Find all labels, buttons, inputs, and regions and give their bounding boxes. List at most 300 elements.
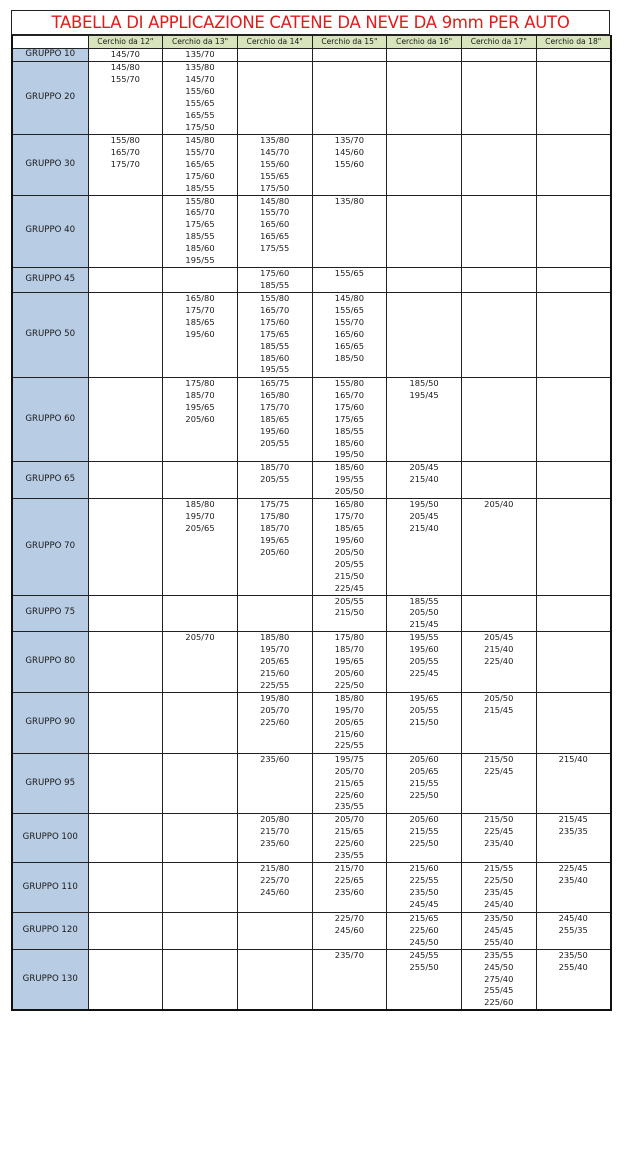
- table-row: [12, 49, 611, 62]
- tire-size: 145/80: [334, 292, 364, 303]
- tire-size: 225/45: [484, 826, 514, 837]
- tire-size: 205/50: [334, 486, 364, 497]
- tire-size: 235/55: [334, 850, 364, 861]
- tire-size-cell: [387, 135, 462, 196]
- table-row: [12, 292, 611, 377]
- tire-size-cell: [312, 912, 387, 949]
- tire-size: 145/70: [185, 73, 215, 84]
- tire-size: 165/65: [185, 158, 215, 169]
- tire-size: 195/55: [260, 364, 290, 375]
- tire-size: 155/70: [110, 73, 140, 84]
- tire-size-cell: [536, 632, 611, 693]
- tire-size: 215/60: [409, 862, 439, 873]
- tire-size: 205/60: [334, 668, 364, 678]
- group-label: GRUPPO 100: [12, 814, 88, 863]
- group-label: GRUPPO 30: [12, 135, 88, 196]
- tire-size-cell: [536, 912, 611, 949]
- tire-size: 175/70: [334, 511, 364, 522]
- tire-size: 215/55: [409, 826, 439, 837]
- tire-size: 175/60: [334, 401, 364, 412]
- tire-size: 195/55: [185, 255, 215, 266]
- tire-size: 225/60: [334, 789, 364, 800]
- tire-size: 215/65: [409, 912, 439, 923]
- tire-size: 215/40: [409, 474, 439, 485]
- tire-size-cell: [237, 632, 312, 693]
- tire-size-cell: [312, 49, 387, 62]
- tire-size-cell: [461, 692, 536, 753]
- tire-size-cell: [312, 62, 387, 135]
- tire-size-cell: [163, 135, 238, 196]
- tire-size-cell: [461, 195, 536, 267]
- tire-size-cell: [461, 462, 536, 499]
- tire-size: 165/75: [260, 377, 290, 388]
- tire-size: 185/55: [260, 279, 290, 290]
- tire-size: 135/80: [260, 135, 290, 145]
- tire-size: 205/60: [260, 546, 290, 557]
- tire-size: 155/60: [185, 85, 215, 96]
- tire-size: 195/80: [260, 692, 290, 703]
- tire-size-cell: [536, 862, 611, 912]
- tire-size: 215/50: [409, 716, 439, 727]
- tire-size: 165/65: [334, 340, 364, 351]
- tire-size-cell: [88, 595, 163, 632]
- tire-size-cell: [163, 595, 238, 632]
- tire-size: 215/70: [260, 826, 290, 837]
- tire-size: 215/55: [484, 862, 514, 873]
- tire-size: 185/70: [260, 523, 290, 534]
- tire-size-cell: [88, 135, 163, 196]
- tire-size: 235/60: [334, 886, 364, 897]
- tire-size-cell: [312, 814, 387, 863]
- tire-size: 145/60: [334, 146, 364, 157]
- tire-size-cell: [312, 753, 387, 814]
- tire-size: 175/80: [185, 377, 215, 388]
- tire-size-cell: [312, 267, 387, 292]
- tire-size-cell: [461, 62, 536, 135]
- group-label: GRUPPO 60: [12, 377, 88, 461]
- tire-size-cell: [387, 753, 462, 814]
- tire-size: 175/75: [260, 499, 290, 510]
- tire-size: 255/40: [484, 936, 514, 947]
- tire-size: 205/45: [409, 462, 439, 473]
- tire-size: 225/50: [409, 789, 439, 800]
- tire-size: 185/65: [185, 316, 215, 327]
- tire-size: 185/60: [185, 243, 215, 254]
- tire-size: 225/50: [484, 874, 514, 885]
- tire-size-cell: [312, 195, 387, 267]
- tire-size: 145/80: [185, 135, 215, 145]
- tire-size-cell: [88, 862, 163, 912]
- tire-size: 205/55: [260, 437, 290, 448]
- group-label: GRUPPO 10: [12, 49, 88, 62]
- tire-size: 205/55: [334, 558, 364, 569]
- tire-size: 245/40: [484, 898, 514, 909]
- tire-size: 185/55: [185, 231, 215, 242]
- tire-size: 225/45: [334, 582, 364, 593]
- tire-size-cell: [387, 862, 462, 912]
- tire-size: 245/45: [484, 924, 514, 935]
- tire-size: 175/60: [185, 170, 215, 181]
- tire-size-cell: [387, 292, 462, 377]
- tire-size-cell: [237, 62, 312, 135]
- tire-size: 205/55: [260, 474, 290, 485]
- tire-size-cell: [237, 499, 312, 595]
- tire-size-cell: [536, 267, 611, 292]
- group-label: GRUPPO 130: [12, 949, 88, 1010]
- tire-size-cell: [461, 377, 536, 461]
- tire-size-cell: [312, 949, 387, 1010]
- tire-size: 235/70: [334, 949, 364, 960]
- tire-size: 165/60: [334, 328, 364, 339]
- tire-size-cell: [536, 753, 611, 814]
- tire-size: 195/65: [334, 656, 364, 667]
- tire-size: 195/55: [334, 474, 364, 485]
- tire-size-cell: [163, 632, 238, 693]
- tire-size-cell: [461, 49, 536, 62]
- tire-size: 185/70: [185, 389, 215, 400]
- tire-size: 225/60: [334, 838, 364, 849]
- tire-size-cell: [88, 912, 163, 949]
- table-row: [12, 595, 611, 632]
- tire-size-cell: [88, 62, 163, 135]
- tire-size-cell: [88, 753, 163, 814]
- tire-size: 215/50: [484, 753, 514, 764]
- tire-size: 205/70: [260, 704, 290, 715]
- tire-size-cell: [536, 692, 611, 753]
- tire-size-cell: [88, 267, 163, 292]
- tire-size-cell: [88, 195, 163, 267]
- tire-size: 165/60: [260, 219, 290, 230]
- tire-size-cell: [461, 292, 536, 377]
- tire-size: 185/70: [260, 462, 290, 473]
- tire-size: 225/70: [334, 912, 364, 923]
- group-label: GRUPPO 65: [12, 462, 88, 499]
- tire-size: 205/70: [334, 765, 364, 776]
- tire-size-cell: [387, 462, 462, 499]
- tire-size: 235/45: [484, 886, 514, 897]
- tire-size-cell: [536, 499, 611, 595]
- tire-size: 215/45: [484, 704, 514, 715]
- tire-size: 215/55: [409, 777, 439, 788]
- tire-size: 225/60: [484, 997, 514, 1008]
- tire-size-cell: [88, 814, 163, 863]
- table-row: [12, 267, 611, 292]
- tire-size-cell: [163, 949, 238, 1010]
- table-row: [12, 912, 611, 949]
- tire-size: 155/80: [334, 377, 364, 388]
- tire-size-cell: [387, 49, 462, 62]
- tire-size: 195/60: [260, 425, 290, 436]
- tire-size: 185/70: [334, 644, 364, 655]
- tire-size: 245/40: [558, 912, 588, 923]
- tire-size: 215/40: [558, 753, 588, 764]
- tire-size-cell: [312, 462, 387, 499]
- tire-size-cell: [312, 862, 387, 912]
- group-label: GRUPPO 110: [12, 862, 88, 912]
- tire-size: 135/80: [185, 62, 215, 72]
- tire-size: 155/65: [185, 97, 215, 108]
- header-corner: [12, 36, 88, 49]
- tire-size: 185/60: [334, 462, 364, 473]
- table-row: [12, 753, 611, 814]
- tire-size: 155/70: [260, 207, 290, 218]
- tire-size: 225/55: [409, 874, 439, 885]
- tire-size: 215/60: [260, 668, 290, 678]
- tire-size: 165/70: [185, 207, 215, 218]
- tire-size-cell: [88, 949, 163, 1010]
- tire-size-cell: [387, 499, 462, 595]
- tire-size: 205/50: [409, 607, 439, 618]
- tire-size-cell: [237, 692, 312, 753]
- tire-size: 185/60: [334, 437, 364, 448]
- tire-size-cell: [387, 814, 462, 863]
- tire-size-cell: [536, 462, 611, 499]
- tire-size: 245/60: [260, 886, 290, 897]
- tire-size: 165/70: [334, 389, 364, 400]
- tire-size-cell: [536, 135, 611, 196]
- tire-size: 255/50: [409, 961, 439, 972]
- application-table: [11, 35, 612, 1011]
- table-row: [12, 692, 611, 753]
- tire-size: 215/45: [558, 814, 588, 825]
- tire-size-cell: [237, 862, 312, 912]
- tire-size-cell: [237, 135, 312, 196]
- tire-size: 215/60: [334, 728, 364, 739]
- tire-size: 215/45: [409, 619, 439, 630]
- tire-size: 195/50: [409, 499, 439, 510]
- tire-size: 135/70: [185, 49, 215, 59]
- tire-size: 195/70: [334, 704, 364, 715]
- tire-size: 235/50: [484, 912, 514, 923]
- group-label: GRUPPO 45: [12, 267, 88, 292]
- tire-size-cell: [163, 912, 238, 949]
- group-label: GRUPPO 80: [12, 632, 88, 693]
- tire-size: 195/60: [185, 328, 215, 339]
- tire-size: 195/55: [409, 632, 439, 643]
- tire-size: 185/50: [409, 377, 439, 388]
- tire-size-cell: [461, 632, 536, 693]
- tire-size: 185/80: [260, 632, 290, 643]
- tire-size-cell: [163, 462, 238, 499]
- tire-size-cell: [163, 692, 238, 753]
- tire-size-cell: [387, 632, 462, 693]
- tire-size-cell: [461, 814, 536, 863]
- tire-size: 225/60: [260, 716, 290, 727]
- tire-size: 215/40: [484, 644, 514, 655]
- tire-size: 195/60: [334, 535, 364, 546]
- tire-size: 225/60: [409, 924, 439, 935]
- tire-size: 155/80: [110, 135, 140, 145]
- tire-size: 275/40: [484, 973, 514, 984]
- tire-size-cell: [536, 377, 611, 461]
- column-header-18: Cerchio da 18": [536, 36, 611, 49]
- group-label: GRUPPO 120: [12, 912, 88, 949]
- tire-size: 185/55: [185, 182, 215, 193]
- tire-size: 135/70: [334, 135, 364, 145]
- tire-size: 195/65: [409, 692, 439, 703]
- tire-size: 215/50: [334, 570, 364, 581]
- tire-size: 175/70: [185, 304, 215, 315]
- table-row: [12, 195, 611, 267]
- tire-size: 175/65: [334, 413, 364, 424]
- tire-size-cell: [387, 692, 462, 753]
- tire-size-cell: [536, 49, 611, 62]
- tire-size: 215/50: [484, 814, 514, 825]
- tire-size-cell: [461, 595, 536, 632]
- tire-size: 205/50: [484, 692, 514, 703]
- tire-size: 225/50: [409, 838, 439, 849]
- table-row: [12, 135, 611, 196]
- tire-size: 175/50: [185, 121, 215, 132]
- tire-size-cell: [237, 595, 312, 632]
- tire-size-cell: [387, 912, 462, 949]
- tire-size: 215/50: [334, 607, 364, 618]
- tire-size: 235/55: [334, 801, 364, 812]
- tire-size: 205/60: [185, 413, 215, 424]
- table-row: [12, 632, 611, 693]
- tire-size-cell: [237, 267, 312, 292]
- tire-size-cell: [163, 499, 238, 595]
- tire-size-cell: [461, 267, 536, 292]
- column-header-15: Cerchio da 15": [312, 36, 387, 49]
- tire-size: 185/55: [260, 340, 290, 351]
- tire-size: 205/55: [409, 656, 439, 667]
- group-label: GRUPPO 50: [12, 292, 88, 377]
- tire-size-cell: [163, 195, 238, 267]
- tire-size: 165/80: [185, 292, 215, 303]
- tire-size: 185/80: [334, 692, 364, 703]
- tire-size: 205/45: [484, 632, 514, 643]
- tire-size: 245/50: [409, 936, 439, 947]
- tire-size: 225/55: [260, 679, 290, 690]
- tire-size-cell: [163, 814, 238, 863]
- table-row: [12, 814, 611, 863]
- tire-size-cell: [387, 595, 462, 632]
- tire-size-cell: [312, 377, 387, 461]
- tire-size: 175/60: [260, 267, 290, 278]
- tire-size: 195/60: [409, 644, 439, 655]
- tire-size: 155/65: [334, 304, 364, 315]
- group-label: GRUPPO 40: [12, 195, 88, 267]
- tire-size-cell: [312, 632, 387, 693]
- tire-size: 225/45: [484, 765, 514, 776]
- group-label: GRUPPO 95: [12, 753, 88, 814]
- tire-size-cell: [237, 377, 312, 461]
- tire-size: 235/50: [558, 949, 588, 960]
- tire-size-cell: [237, 814, 312, 863]
- tire-size-cell: [237, 195, 312, 267]
- tire-size: 155/80: [185, 195, 215, 206]
- tire-size-cell: [312, 135, 387, 196]
- tire-size-cell: [237, 292, 312, 377]
- tire-size: 165/65: [260, 231, 290, 242]
- tire-size: 245/45: [409, 898, 439, 909]
- tire-size: 205/65: [409, 765, 439, 776]
- column-header-16: Cerchio da 16": [387, 36, 462, 49]
- tire-size-cell: [461, 949, 536, 1010]
- tire-size: 225/55: [334, 740, 364, 751]
- tire-size: 175/70: [110, 158, 140, 169]
- header-row: [12, 36, 611, 49]
- tire-size: 205/55: [334, 595, 364, 606]
- tire-size-cell: [461, 499, 536, 595]
- tire-size-cell: [536, 814, 611, 863]
- tire-size-cell: [163, 292, 238, 377]
- tire-size-cell: [237, 912, 312, 949]
- tire-size-cell: [387, 195, 462, 267]
- tire-size: 175/55: [260, 243, 290, 254]
- tire-size-cell: [237, 462, 312, 499]
- tire-size: 175/50: [260, 182, 290, 193]
- tire-size-cell: [237, 49, 312, 62]
- tire-size: 225/50: [334, 679, 364, 690]
- tire-size-cell: [88, 292, 163, 377]
- column-header-17: Cerchio da 17": [461, 36, 536, 49]
- tire-size: 185/55: [409, 595, 439, 606]
- tire-size: 215/65: [334, 777, 364, 788]
- tire-size-cell: [163, 62, 238, 135]
- tire-size-cell: [536, 195, 611, 267]
- tire-size: 155/60: [334, 158, 364, 169]
- tire-size: 205/60: [409, 753, 439, 764]
- tire-size: 135/80: [334, 195, 364, 206]
- tire-size: 235/40: [484, 838, 514, 849]
- tire-size-cell: [88, 49, 163, 62]
- tire-size: 255/35: [558, 924, 588, 935]
- tire-size: 175/70: [260, 401, 290, 412]
- tire-size: 225/45: [558, 862, 588, 873]
- tire-size: 185/50: [334, 352, 364, 363]
- tire-size: 165/70: [260, 304, 290, 315]
- table-row: [12, 62, 611, 135]
- tire-size: 195/65: [260, 535, 290, 546]
- tire-size: 175/80: [334, 632, 364, 643]
- tire-size-cell: [312, 499, 387, 595]
- table-title: TABELLA DI APPLICAZIONE CATENE DA NEVE DA 9mm PER AUTO: [11, 10, 610, 35]
- tire-size: 195/70: [260, 644, 290, 655]
- tire-size: 165/80: [334, 499, 364, 510]
- tire-size: 245/55: [409, 949, 439, 960]
- tire-size-cell: [88, 499, 163, 595]
- group-label: GRUPPO 75: [12, 595, 88, 632]
- tire-size: 205/80: [260, 814, 290, 825]
- tire-size-cell: [387, 62, 462, 135]
- tire-size: 205/65: [185, 523, 215, 534]
- table-row: [12, 949, 611, 1010]
- tire-size: 175/80: [260, 511, 290, 522]
- table-row: [12, 862, 611, 912]
- tire-size: 165/80: [260, 389, 290, 400]
- tire-size-cell: [163, 862, 238, 912]
- tire-size: 205/65: [260, 656, 290, 667]
- tire-size: 215/80: [260, 862, 290, 873]
- tire-size: 235/40: [558, 874, 588, 885]
- tire-size: 185/65: [334, 523, 364, 534]
- tire-size-cell: [536, 949, 611, 1010]
- snow-chain-table-sheet: [11, 10, 610, 1011]
- tire-size: 185/60: [260, 352, 290, 363]
- tire-size: 215/70: [334, 862, 364, 873]
- tire-size: 165/55: [185, 109, 215, 120]
- tire-size: 235/55: [484, 949, 514, 960]
- tire-size: 235/35: [558, 826, 588, 837]
- tire-size: 235/50: [409, 886, 439, 897]
- tire-size: 205/45: [409, 511, 439, 522]
- tire-size: 225/45: [409, 668, 439, 678]
- tire-size-cell: [536, 292, 611, 377]
- table-row: [12, 499, 611, 595]
- tire-size-cell: [163, 49, 238, 62]
